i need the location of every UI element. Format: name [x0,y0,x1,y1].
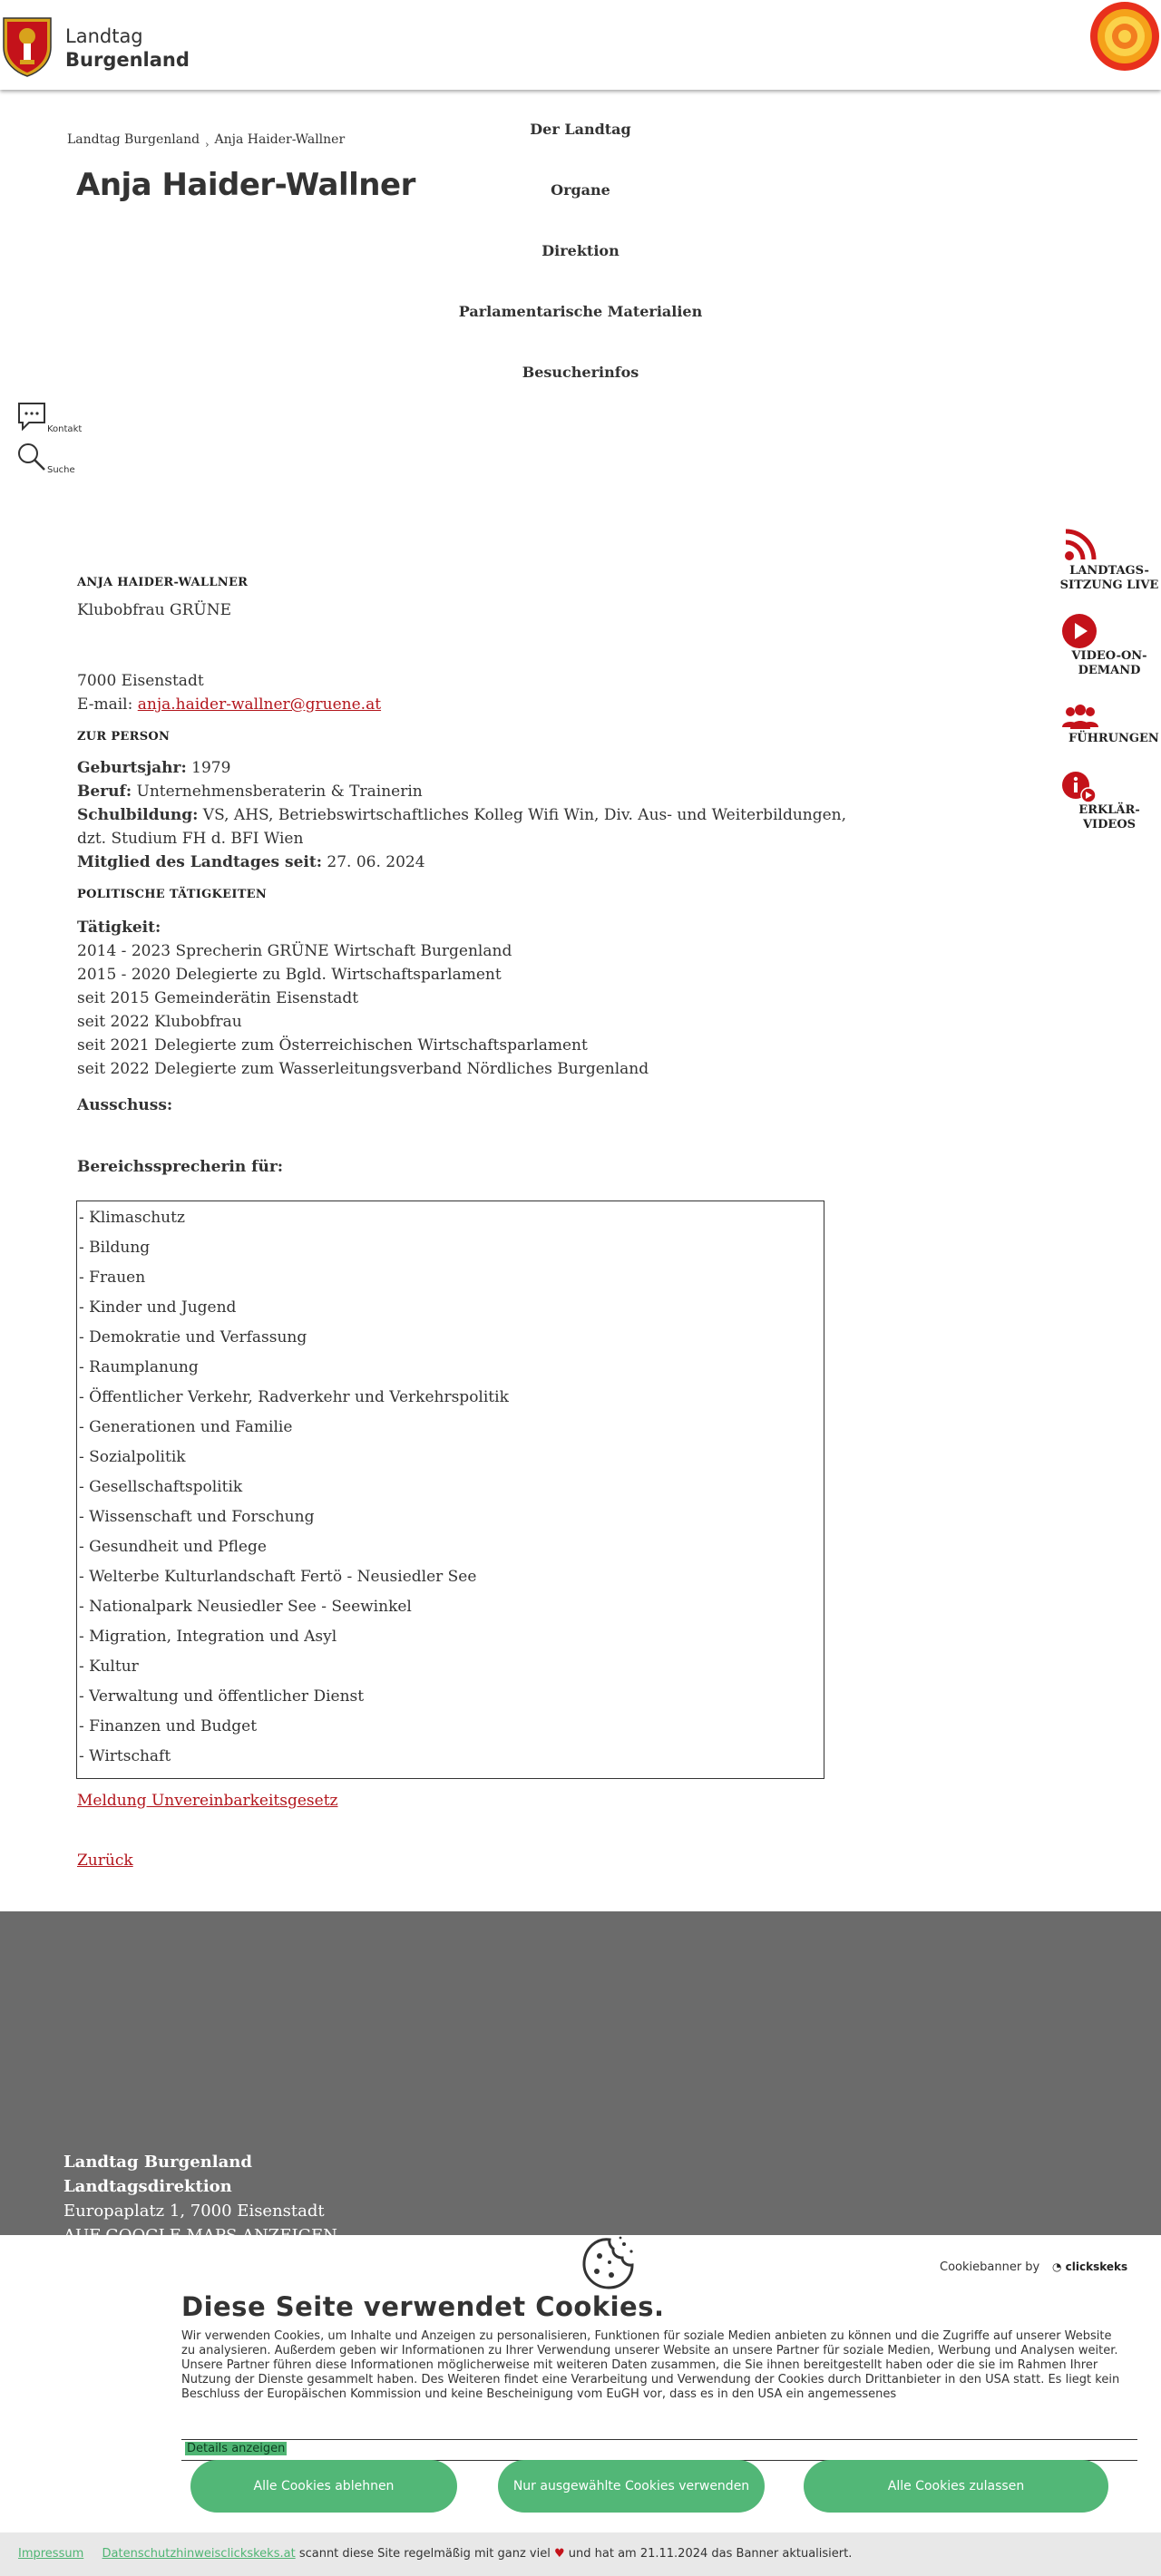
cookie-footer [0,2532,1161,2576]
school-label: Schulbildung: [77,806,199,824]
cookie-banner [0,2235,1161,2532]
breadcrumb [67,132,346,151]
nav-besucherinfos[interactable]: Besucherinfos [522,364,639,381]
activity-item: seit 2022 Delegierte zum Wasserleitungsverband Nördliches Burgenland [77,1060,649,1078]
breadcrumb-home[interactable]: Landtag Burgenland [67,132,200,147]
list-item: - Kultur [79,1657,139,1676]
list-item: - Sozialpolitik [79,1448,186,1466]
impressum-link[interactable]: Impressum [18,2547,84,2561]
member-row [77,851,857,874]
quicklink-label: ERKLÄR- [1078,803,1140,817]
member-value: 27. 06. 2024 [322,853,425,871]
activity-item: 2015 - 2020 Delegierte zu Bgld. Wirtschaftsparlament [77,966,502,984]
list-item: - Kinder und Jugend [79,1298,237,1317]
quicklink-label: VIDEO-ON- [1071,649,1147,663]
list-item: - Demokratie und Verfassung [79,1328,307,1346]
play-icon [1061,613,1098,649]
rss-icon [1063,528,1098,562]
contact-label: Kontakt [47,424,83,434]
nav-parlamentarische-materialien[interactable]: Parlamentarische Materialien [458,303,703,320]
list-item: - Finanzen und Budget [79,1717,258,1735]
list-item: - Verwaltung und öffentlicher Dienst [79,1687,365,1706]
list-item: - Wissenschaft und Forschung [79,1508,315,1526]
privacy-link[interactable]: Datenschutzhinweis [102,2547,221,2561]
details-toggle[interactable] [181,2439,1137,2461]
group-icon [1061,704,1099,731]
list-item: - Gesellschaftspolitik [79,1478,243,1496]
quicklink-erklaervideos[interactable] [1059,771,1161,834]
job-row [77,780,857,803]
clickskeks-logo-icon: ◔ [1052,2260,1066,2273]
list-item: - Welterbe Kulturlandschaft Fertö - Neusiedler See [79,1568,477,1586]
breadcrumb-separator-icon: › [205,139,210,151]
accept-selected-button[interactable]: Nur ausgewählte Cookies verwenden [498,2460,765,2513]
incompatibility-link[interactable]: Meldung Unvereinbarkeitsgesetz [77,1792,338,1810]
cookie-description: Wir verwenden Cookies, um Inhalte und Anzeigen zu personalisieren, Funktionen für soziale Medien anbieten zu können und die Zugriffe auf unserer Website zu analysieren. Außerdem geben wir Informationen zu Ihrer Verwendung unserer Website an unsere Partner für soziale Medien, Werbung und Analysen weiter. Unsere Partner führen diese Informationen möglicherweise mit weiteren Daten zusammen, die Sie ihnen bereitgestellt haben oder die sie im Rahmen Ihrer Nutzung der Dienste gesammelt haben. Des Weiteren findet eine Verarbeitung und Verwendung der Cookies durch Drittanbieter in den USA statt. Es liegt kein Beschluss der Europäischen Kommission und keine Bescheinigung vom EuGH vor, dass es in den USA ein angemessenes [181,2329,1120,2401]
footer-line2: Landtagsdirektion [63,2177,232,2196]
profile-email-row [77,693,857,716]
activity-label: Tätigkeit: [77,919,161,937]
footer-line1: Landtag Burgenland [63,2153,252,2172]
page-title: Anja Haider-Wallner [76,167,415,203]
quicklink-landtagssitzung-live[interactable] [1059,528,1161,597]
clickskeks-link[interactable]: clickskeks.at [220,2547,296,2561]
search-label: Suche [47,465,75,475]
quicklink-label: SITZUNG LIVE [1059,578,1159,592]
sun-logo-icon [1085,0,1161,76]
birth-row [77,756,857,780]
coat-of-arms-logo[interactable] [0,13,54,78]
profile-name-caps: ANJA HAIDER-WALLNER [77,576,249,589]
birth-value: 1979 [186,759,231,777]
list-item: - Frauen [79,1269,146,1287]
profile-content [77,571,857,1179]
list-item: - Öffentlicher Verkehr, Radverkehr und Verkehrspolitik [79,1388,509,1406]
quicklink-fuehrungen[interactable] [1059,704,1161,747]
accept-all-button[interactable]: Alle Cookies zulassen [804,2460,1108,2513]
school-value: VS, AHS, Betriebswirtschaftliches Kolleg Wifi Win, Div. Aus- und Weiterbildungen, dzt. Studium FH d. BFI Wien [77,806,847,848]
brand-line1: Landtag [65,25,143,47]
committee-label: Ausschuss: [77,1096,173,1114]
list-item: - Migration, Integration und Asyl [79,1628,337,1646]
profile-city: 7000 Eisenstadt [77,672,204,690]
cookie-icon [577,2235,637,2291]
activity-item: 2014 - 2023 Sprecherin GRÜNE Wirtschaft Burgenland [77,942,512,960]
school-row [77,803,857,851]
reject-all-button[interactable]: Alle Cookies ablehnen [190,2460,457,2513]
list-item: - Generationen und Familie [79,1418,293,1436]
search-icon [16,442,47,474]
activity-item: seit 2021 Delegierte zum Österreichischen Wirtschaftsparlament [77,1036,588,1055]
nav-direktion[interactable]: Direktion [541,242,620,259]
email-link[interactable]: anja.haider-wallner@gruene.at [137,695,382,714]
nav-organe[interactable]: Organe [551,181,610,199]
cookie-title: Diese Seite verwendet Cookies. [181,2291,665,2322]
breadcrumb-current: Anja Haider-Wallner [214,132,346,147]
list-item: - Raumplanung [79,1358,199,1376]
clickskeks-logo[interactable] [1052,2260,1127,2273]
chat-icon [16,401,47,433]
person-heading: ZUR PERSON [77,730,171,744]
back-link[interactable]: Zurück [77,1852,133,1870]
quicklink-label: VIDEOS [1082,818,1137,831]
header-bar [0,0,1161,90]
cookiebanner-by: Cookiebanner by [940,2260,1040,2274]
spokes-label: Bereichssprecherin für: [77,1158,284,1176]
footer-address [63,2150,337,2248]
footer-line3: Europaplatz 1, 7000 Eisenstadt [63,2202,325,2221]
profile-role: Klubobfrau GRÜNE [77,601,231,619]
heart-icon: ♥ [553,2547,565,2561]
brand-logo-text[interactable] [65,24,190,72]
politics-heading: POLITISCHE TÄTIGKEITEN [77,888,268,901]
details-label: Details anzeigen [187,2442,286,2455]
email-label: E-mail: [77,695,138,714]
list-item: - Gesundheit und Pflege [79,1538,267,1556]
contact-button[interactable] [16,401,83,437]
nav-der-landtag[interactable]: Der Landtag [530,121,631,138]
birth-label: Geburtsjahr: [77,759,187,777]
list-item: - Bildung [79,1239,151,1257]
activity-item: seit 2015 Gemeinderätin Eisenstadt [77,989,359,1007]
member-label: Mitglied des Landtages seit: [77,853,322,871]
quicklink-video-on-demand[interactable] [1059,613,1161,676]
quicklink-label: LANDTAGS- [1069,564,1149,578]
scan-notice-a: scannt diese Site regelmäßig mit ganz viel [295,2547,554,2561]
job-value: Unternehmensberaterin & Trainerin [132,783,423,801]
activity-item: seit 2022 Klubobfrau [77,1013,242,1031]
brand-line2: Burgenland [65,49,190,71]
job-label: Beruf: [77,783,132,801]
quicklink-label: FÜHRUNGEN [1068,732,1159,745]
areas-list-box [76,1201,824,1779]
quicklink-label: DEMAND [1078,664,1141,677]
search-button[interactable] [16,442,75,478]
list-item: - Klimaschutz [79,1209,185,1227]
spacer [77,622,857,669]
info-video-icon [1061,771,1099,803]
list-item: - Wirtschaft [79,1747,171,1765]
list-item: - Nationalpark Neusiedler See - Seewinkel [79,1598,412,1616]
clickskeks-logo-text: clickskeks [1065,2260,1128,2273]
scan-notice-b: und hat am 21.11.2024 das Banner aktualisiert. [564,2547,853,2561]
